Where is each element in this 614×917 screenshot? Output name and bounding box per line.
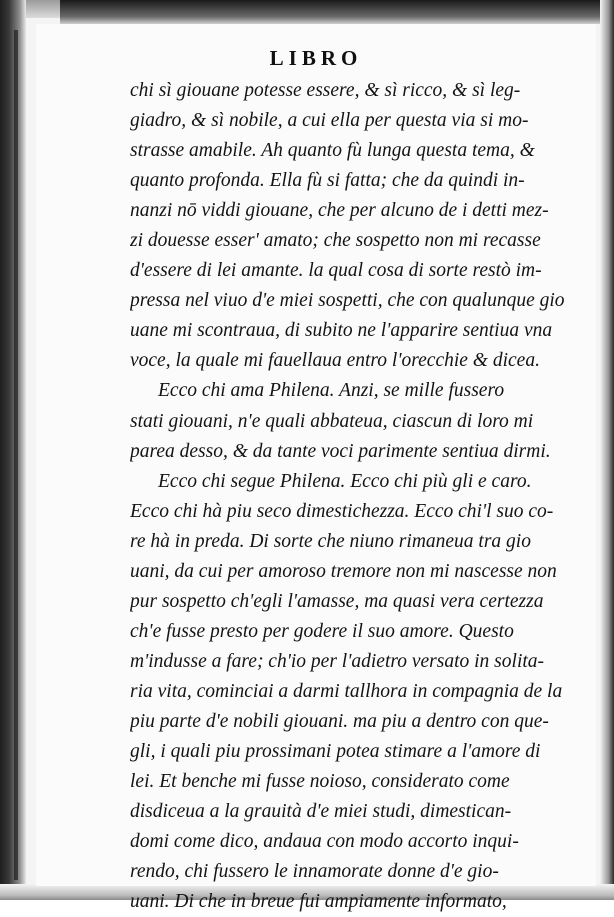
text-line: d'essere di lei amante. la qual cosa di sorte restò im-	[130, 260, 542, 282]
text-line: uani. Di che in breue fui ampiamente informato,	[130, 891, 507, 913]
text-line: rendo, chi fussero le innamorate donne d'e gio-	[130, 861, 499, 883]
text-line: re hà in preda. Di sorte che niuno rimaneua tra gio	[130, 530, 531, 552]
scan-edge-top	[60, 0, 614, 24]
text-line: chi sì giouane potesse essere, & sì ricco, & sì leg-	[130, 80, 521, 101]
text-line: stati giouani, n'e quali abbateua, ciascun di loro mi	[130, 410, 534, 432]
text-line: nanzi nō viddi giouane, che per alcuno de i detti mez-	[130, 200, 549, 222]
text-line: m'indusse a fare; ch'io per l'adietro versato in solita-	[130, 650, 545, 672]
text-line: pur sospetto ch'egli l'amasse, ma quasi vera certezza	[130, 590, 544, 612]
text-line: Ecco chi ama Philena. Anzi, se mille fussero	[158, 380, 505, 402]
text-line: strasse amabile. Ah quanto fù lunga questa tema, &	[130, 140, 535, 162]
text-line: Ecco chi segue Philena. Ecco chi più gli e caro.	[158, 470, 532, 492]
text-line: uani, da cui per amoroso tremore non mi nascesse non	[130, 560, 557, 582]
text-line: giadro, & sì nobile, a cui ella per questa via si mo-	[130, 110, 529, 132]
text-line: domi come dico, andaua con modo accorto inqui-	[130, 831, 519, 853]
text-line: ria vita, cominciai a darmi tallhora in compagnia de la	[130, 680, 563, 702]
text-line: quanto profonda. Ella fù si fatta; che da quindi in-	[130, 170, 525, 192]
text-line: zi douesse esser' amato; che sospetto non mi recasse	[130, 230, 541, 252]
text-block	[130, 76, 604, 917]
text-line: piu parte d'e nobili giouani. ma piu a dentro con que-	[130, 710, 549, 732]
running-head: LIBRO	[269, 46, 363, 70]
text-line: gli, i quali piu prossimani potea stimare a l'amore di	[130, 741, 541, 763]
book-page	[36, 24, 596, 913]
text-line: lei. Et benche mi fusse noioso, considerato come	[130, 771, 510, 793]
binding-shadow	[14, 30, 18, 880]
text-line: parea desso, & da tante voci parimente sentiua dirmi.	[130, 440, 551, 462]
text-line: Ecco chi hà piu seco dimestichezza. Ecco chi'l suo co-	[130, 500, 554, 522]
text-line: pressa nel viuo d'e miei sospetti, che con qualunque gio	[130, 290, 565, 312]
text-line: ch'e fusse presto per godere il suo amore. Questo	[130, 620, 514, 642]
text-line: disdiceua a la grauità d'e miei studi, dimestican-	[130, 801, 512, 823]
text-line: uane mi scontraua, di subito ne l'apparire sentiua vna	[130, 320, 553, 342]
scan-edge-left	[0, 0, 26, 900]
text-line: voce, la quale mi fauellaua entro l'orecchie & dicea.	[130, 350, 540, 372]
